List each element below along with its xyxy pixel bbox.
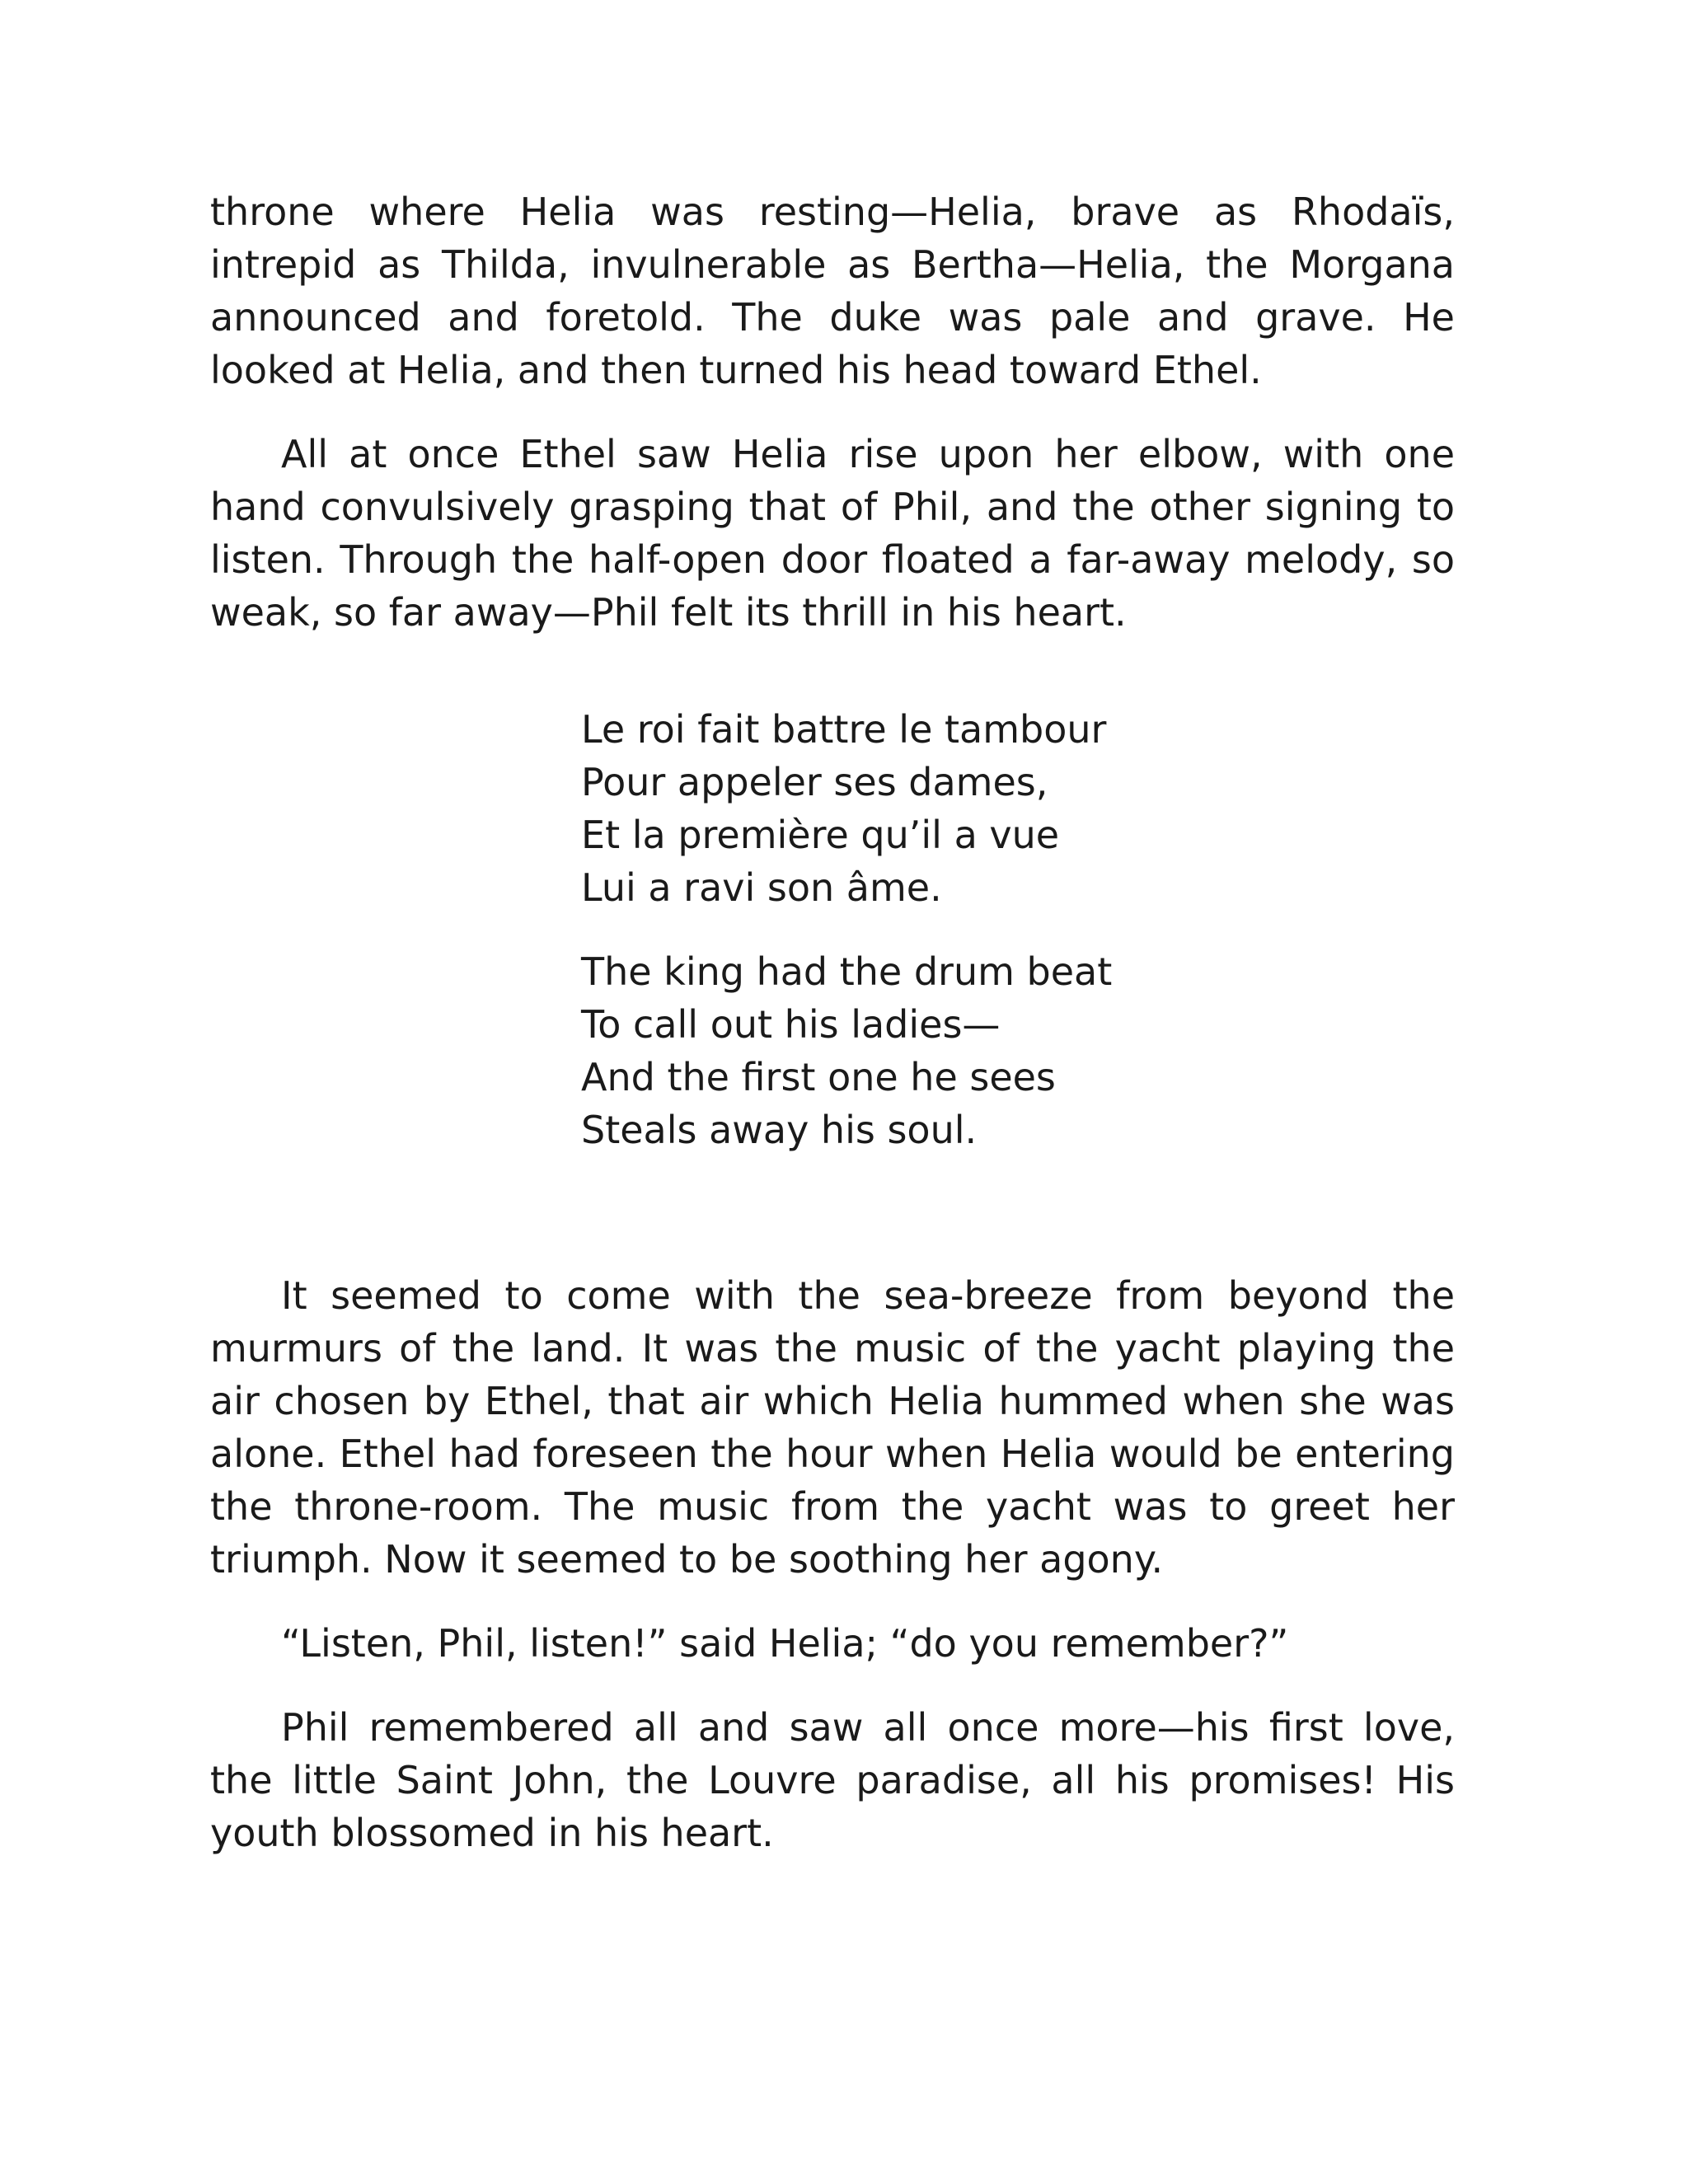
paragraph: throne where Helia was resting—Helia, brave as Rhodaïs, intrepid as Thilda, invulnerable as Bertha—Helia, the Morgana announced and foretold. The duke was pale and grave. He looked at Helia, and then turned his head toward Ethel. [210, 190, 1455, 392]
verse-line: The king had the drum beat [581, 949, 1113, 994]
stanza-english [581, 945, 1455, 1156]
stanza-french [581, 703, 1455, 914]
song-verse [581, 703, 1455, 1156]
paragraph: “Listen, Phil, listen!” said Helia; “do you remember?” [281, 1621, 1289, 1666]
paragraph: It seemed to come with the sea-breeze from beyond the murmurs of the land. It was the music of the yacht playing the air chosen by Ethel, that air which Helia hummed when she was alone. Ethel had foreseen the hour when Helia would be entering the throne-room. The music from the yacht was to greet her triumph. Now it seemed to be soothing her agony. [210, 1273, 1455, 1582]
book-page [210, 185, 1455, 1891]
verse-line: Le roi fait battre le tambour [581, 707, 1107, 752]
verse-line: To call out his ladies— [581, 1002, 1001, 1047]
verse-line: Pour appeler ses dames, [581, 760, 1048, 804]
verse-line: And the first one he sees [581, 1055, 1056, 1099]
verse-line: Lui a ravi son âme. [581, 865, 942, 910]
verse-line: Steals away his soul. [581, 1108, 978, 1152]
paragraph: Phil remembered all and saw all once more—his first love, the little Saint John, the Louvre paradise, all his promises! His youth blossomed in his heart. [210, 1705, 1455, 1855]
paragraph: All at once Ethel saw Helia rise upon her elbow, with one hand convulsively grasping that of Phil, and the other signing to listen. Through the half-open door floated a far-away melody, so weak, so far away—Phil felt its thrill in his heart. [210, 432, 1455, 635]
verse-line: Et la première qu’il a vue [581, 813, 1060, 857]
